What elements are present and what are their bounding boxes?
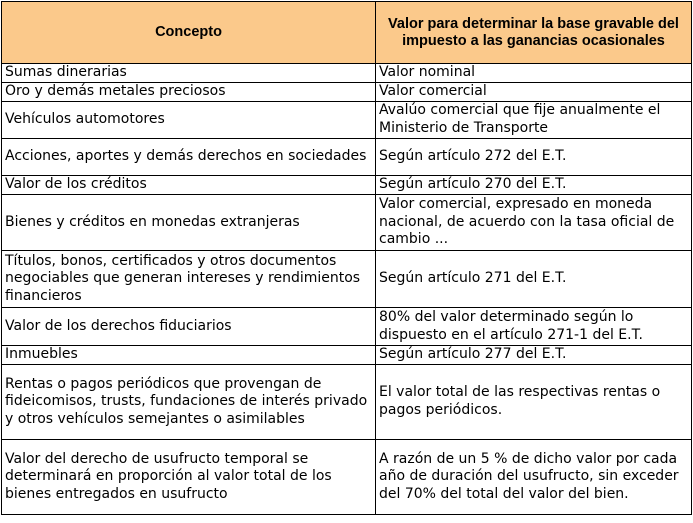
concepto-cell: Acciones, aportes y demás derechos en sociedades bbox=[2, 139, 376, 176]
table-row bbox=[2, 83, 692, 102]
valor-cell: Según artículo 277 del E.T. bbox=[376, 346, 692, 365]
valor-cell: Según artículo 271 del E.T. bbox=[376, 251, 692, 308]
valuation-table bbox=[1, 1, 692, 515]
table-row bbox=[2, 195, 692, 251]
table-row bbox=[2, 102, 692, 139]
table-row bbox=[2, 308, 692, 346]
concepto-cell: Oro y demás metales preciosos bbox=[2, 83, 376, 102]
concepto-cell: Vehículos automotores bbox=[2, 102, 376, 139]
table-row bbox=[2, 365, 692, 440]
concepto-cell: Sumas dinerarias bbox=[2, 64, 376, 83]
concepto-cell: Valor de los derechos fiduciarios bbox=[2, 308, 376, 346]
table-row bbox=[2, 64, 692, 83]
valor-cell: A razón de un 5 % de dicho valor por cada año de duración del usufructo, sin exceder del 70% del total del valor del bien. bbox=[376, 440, 692, 515]
header-valor: Valor para determinar la base gravable del impuesto a las ganancias ocasionales bbox=[376, 2, 692, 64]
valor-cell: Según artículo 270 del E.T. bbox=[376, 176, 692, 195]
concepto-cell: Bienes y créditos en monedas extranjeras bbox=[2, 195, 376, 251]
concepto-cell: Valor de los créditos bbox=[2, 176, 376, 195]
table-row bbox=[2, 440, 692, 515]
table-row bbox=[2, 346, 692, 365]
concepto-cell: Inmuebles bbox=[2, 346, 376, 365]
valor-cell: Según artículo 272 del E.T. bbox=[376, 139, 692, 176]
concepto-cell: Rentas o pagos periódicos que provengan de fideicomisos, trusts, fundaciones de interés privado y otros vehículos semejantes o asimilables bbox=[2, 365, 376, 440]
table-row bbox=[2, 176, 692, 195]
valor-cell: El valor total de las respectivas rentas o pagos periódicos. bbox=[376, 365, 692, 440]
valor-cell: Avalúo comercial que fije anualmente el Ministerio de Transporte bbox=[376, 102, 692, 139]
header-concepto: Concepto bbox=[2, 2, 376, 64]
concepto-cell: Valor del derecho de usufructo temporal se determinará en proporción al valor total de los bienes entregados en usufructo bbox=[2, 440, 376, 515]
valor-cell: 80% del valor determinado según lo dispuesto en el artículo 271-1 del E.T. bbox=[376, 308, 692, 346]
valor-cell: Valor nominal bbox=[376, 64, 692, 83]
table-row bbox=[2, 251, 692, 308]
valor-cell: Valor comercial bbox=[376, 83, 692, 102]
concepto-cell: Títulos, bonos, certificados y otros documentos negociables que generan intereses y rendimientos financieros bbox=[2, 251, 376, 308]
table-row bbox=[2, 139, 692, 176]
valor-cell: Valor comercial, expresado en moneda nacional, de acuerdo con la tasa oficial de cambio ... bbox=[376, 195, 692, 251]
header-row bbox=[2, 2, 692, 64]
